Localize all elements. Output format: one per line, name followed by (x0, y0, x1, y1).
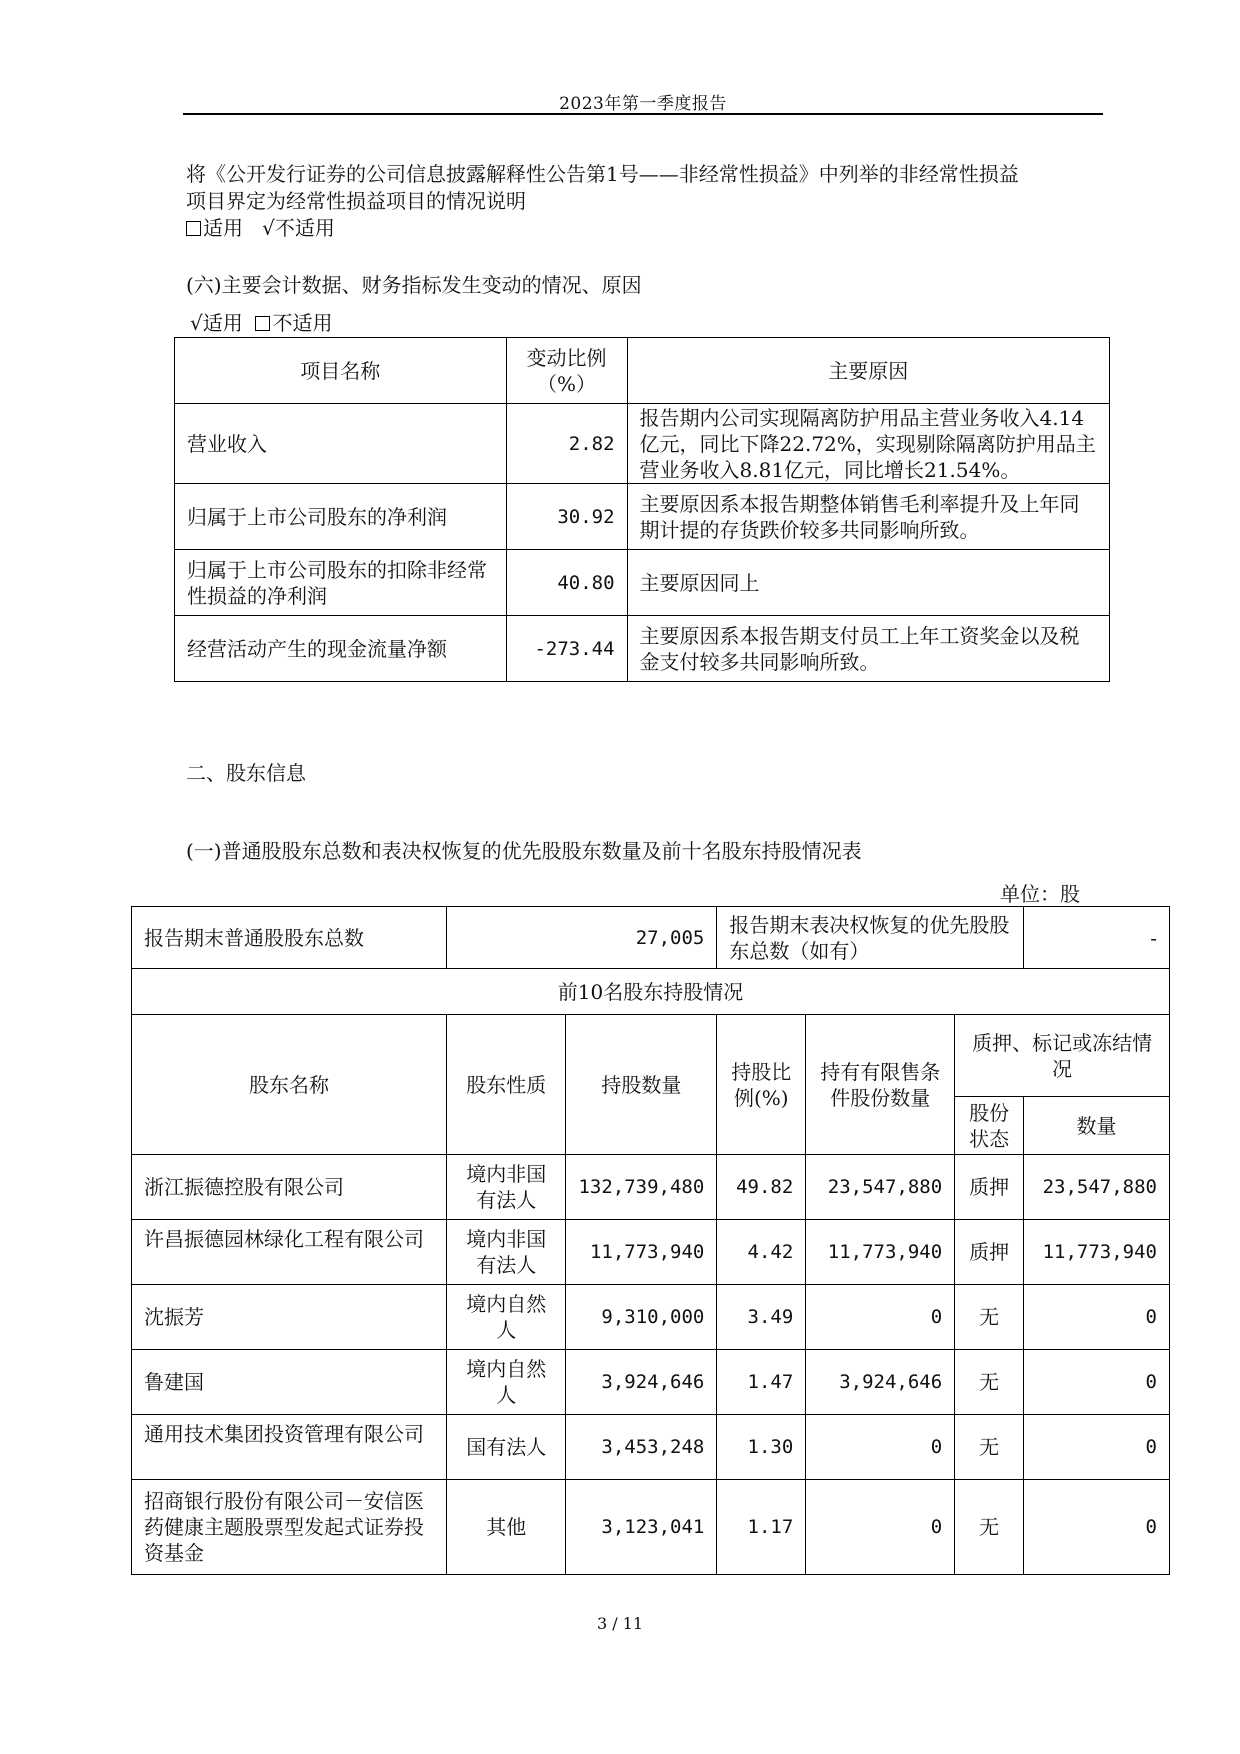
header-nature: 股东性质 (447, 1015, 566, 1155)
table-row (175, 404, 1110, 484)
nonrecurring-paragraph (186, 161, 1106, 242)
nonrecurring-line-2: 项目界定为经常性损益项目的情况说明 (186, 189, 526, 213)
header-pledge: 质押、标记或冻结情况 (955, 1015, 1170, 1097)
shareholders-table (131, 906, 1170, 1575)
row-item: 归属于上市公司股东的扣除非经常性损益的净利润 (175, 550, 507, 616)
checkbox-icon (186, 221, 201, 236)
pref-holders-label: 报告期末表决权恢复的优先股股东总数（如有） (717, 907, 1024, 969)
top10-title: 前10名股东持股情况 (132, 969, 1170, 1015)
table-row (132, 1480, 1170, 1575)
row-reason: 主要原因系本报告期支付员工上年工资奖金以及税金支付较多共同影响所致。 (627, 616, 1109, 682)
top10-title-row (132, 969, 1170, 1015)
header-restricted: 持有有限售条件股份数量 (806, 1015, 955, 1155)
holder-status: 无 (955, 1350, 1024, 1415)
header-ratio-line-2: （%） (537, 371, 597, 396)
table-header-row (175, 338, 1110, 404)
table-row (132, 1220, 1170, 1285)
header-item: 项目名称 (175, 338, 507, 404)
holder-ratio: 1.30 (717, 1415, 806, 1480)
holder-shares: 3,924,646 (566, 1350, 717, 1415)
header-shares: 持股数量 (566, 1015, 717, 1155)
page-number: 3 / 11 (596, 1614, 644, 1633)
header-ratio: 持股比例(%) (717, 1015, 806, 1155)
holder-restricted: 3,924,646 (806, 1350, 955, 1415)
holder-shares: 3,453,248 (566, 1415, 717, 1480)
holder-status: 无 (955, 1480, 1024, 1575)
table-row (175, 550, 1110, 616)
holder-restricted: 0 (806, 1480, 955, 1575)
section6-title: (六)主要会计数据、财务指标发生变动的情况、原因 (186, 273, 642, 297)
row-item: 经营活动产生的现金流量净额 (175, 616, 507, 682)
row-reason: 主要原因系本报告期整体销售毛利率提升及上年同期计提的存货跌价较多共同影响所致。 (627, 484, 1109, 550)
header-row (132, 1015, 1170, 1097)
check-mark-icon: √ (190, 311, 203, 335)
page-header: 2023年第一季度报告 (559, 94, 727, 114)
header-reason: 主要原因 (627, 338, 1109, 404)
holder-shares: 9,310,000 (566, 1285, 717, 1350)
table-row (132, 1285, 1170, 1350)
holder-shares: 11,773,940 (566, 1220, 717, 1285)
holder-restricted: 23,547,880 (806, 1155, 955, 1220)
holder-restricted: 0 (806, 1415, 955, 1480)
holder-qty: 0 (1024, 1415, 1170, 1480)
holder-qty: 0 (1024, 1350, 1170, 1415)
section6-applicability (190, 310, 1110, 337)
holder-qty: 0 (1024, 1480, 1170, 1575)
applicable-label: 适用 (202, 311, 243, 335)
header-ratio-line-1: 变动比例 (526, 345, 607, 370)
holder-nature: 境内非国有法人 (447, 1155, 566, 1220)
holder-status: 无 (955, 1285, 1024, 1350)
holder-ratio: 3.49 (717, 1285, 806, 1350)
summary-row (132, 907, 1170, 969)
row-reason: 主要原因同上 (627, 550, 1109, 616)
holder-nature: 境内自然人 (447, 1285, 566, 1350)
row-ratio: 2.82 (506, 404, 627, 484)
holder-shares: 132,739,480 (566, 1155, 717, 1220)
holder-nature: 境内非国有法人 (447, 1220, 566, 1285)
holder-status: 质押 (955, 1220, 1024, 1285)
holder-qty: 11,773,940 (1024, 1220, 1170, 1285)
holder-nature: 境内自然人 (447, 1350, 566, 1415)
holder-name: 招商银行股份有限公司－安信医药健康主题股票型发起式证券投资基金 (132, 1480, 447, 1575)
checkbox-icon (255, 316, 270, 331)
holder-name: 鲁建国 (132, 1350, 447, 1415)
applicable-label: 适用 (203, 216, 243, 240)
holder-shares: 3,123,041 (566, 1480, 717, 1575)
change-reasons-table (174, 337, 1110, 682)
holder-name: 通用技术集团投资管理有限公司 (132, 1415, 447, 1480)
holder-name: 浙江振德控股有限公司 (132, 1155, 447, 1220)
holder-status: 无 (955, 1415, 1024, 1480)
nonrecurring-applicability (186, 215, 1106, 242)
table-row (132, 1415, 1170, 1480)
total-holders-label: 报告期末普通股股东总数 (132, 907, 447, 969)
row-item: 营业收入 (175, 404, 507, 484)
holder-status: 质押 (955, 1155, 1024, 1220)
row-ratio: 30.92 (506, 484, 627, 550)
total-holders-value: 27,005 (447, 907, 717, 969)
table-row (132, 1155, 1170, 1220)
not-applicable-label: 不适用 (272, 311, 333, 335)
holder-ratio: 4.42 (717, 1220, 806, 1285)
not-applicable-label: 不适用 (274, 216, 335, 240)
holder-name: 沈振芳 (132, 1285, 447, 1350)
holder-qty: 23,547,880 (1024, 1155, 1170, 1220)
holder-ratio: 1.17 (717, 1480, 806, 1575)
holder-nature: 其他 (447, 1480, 566, 1575)
table-row (132, 1350, 1170, 1415)
nonrecurring-line-1: 将《公开发行证券的公司信息披露解释性公告第1号——非经常性损益》中列举的非经常性损益 (186, 162, 1019, 186)
header-status: 股份状态 (955, 1097, 1024, 1155)
table-row (175, 484, 1110, 550)
section2-title: 二、股东信息 (186, 761, 306, 785)
header-ratio (506, 338, 627, 404)
unit-label: 单位：股 (1000, 882, 1080, 906)
table-row (175, 616, 1110, 682)
header-name: 股东名称 (132, 1015, 447, 1155)
holder-restricted: 11,773,940 (806, 1220, 955, 1285)
header-qty: 数量 (1024, 1097, 1170, 1155)
holder-qty: 0 (1024, 1285, 1170, 1350)
row-item: 归属于上市公司股东的净利润 (175, 484, 507, 550)
holder-ratio: 1.47 (717, 1350, 806, 1415)
holder-restricted: 0 (806, 1285, 955, 1350)
row-ratio: -273.44 (506, 616, 627, 682)
row-reason: 报告期内公司实现隔离防护用品主营业务收入4.14亿元，同比下降22.72%，实现剔除隔离防护用品主营业务收入8.81亿元，同比增长21.54%。 (627, 404, 1109, 484)
row-ratio: 40.80 (506, 550, 627, 616)
header-rule (183, 113, 1103, 115)
subsection1-title: (一)普通股股东总数和表决权恢复的优先股股东数量及前十名股东持股情况表 (186, 839, 862, 863)
holder-nature: 国有法人 (447, 1415, 566, 1480)
holder-ratio: 49.82 (717, 1155, 806, 1220)
holder-name: 许昌振德园林绿化工程有限公司 (132, 1220, 447, 1285)
pref-holders-value: - (1024, 907, 1170, 969)
check-mark-icon: √ (262, 216, 275, 240)
